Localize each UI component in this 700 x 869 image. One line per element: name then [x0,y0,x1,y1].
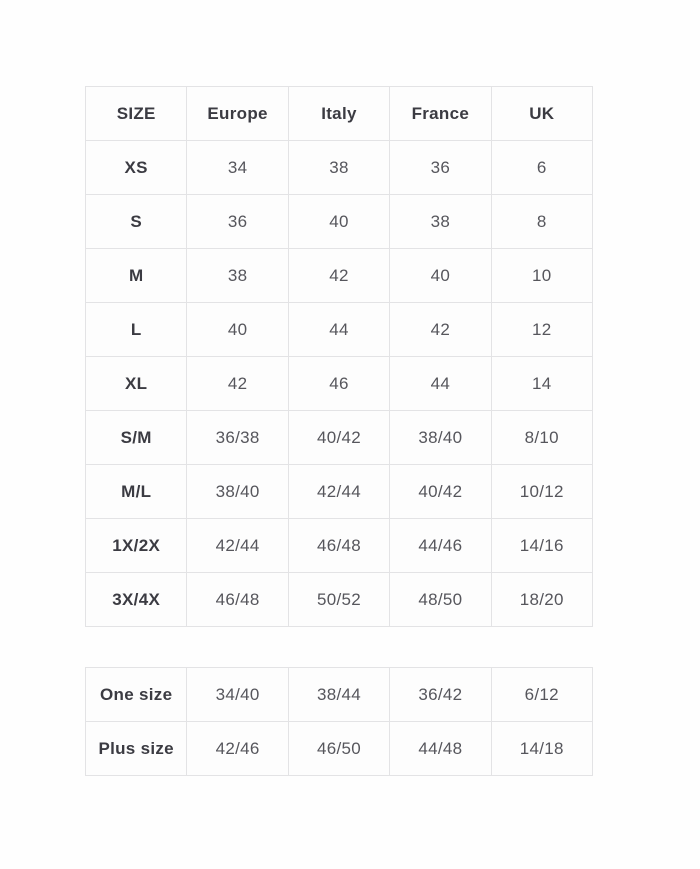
column-header: Europe [187,87,288,141]
size-value-cell: 6/12 [491,668,592,722]
size-value-cell: 38 [288,141,389,195]
row-label: Plus size [86,722,187,776]
row-label: S [86,195,187,249]
row-label: M [86,249,187,303]
size-value-cell: 34/40 [187,668,288,722]
size-value-cell: 42/44 [288,465,389,519]
size-value-cell: 36 [390,141,491,195]
size-value-cell: 10/12 [491,465,592,519]
size-value-cell: 38/40 [390,411,491,465]
row-label: One size [86,668,187,722]
table-row [86,573,593,627]
table-row [86,668,593,722]
table-row [86,141,593,195]
size-value-cell: 14 [491,357,592,411]
row-label: XL [86,357,187,411]
table-row [86,722,593,776]
row-label: 1X/2X [86,519,187,573]
size-value-cell: 10 [491,249,592,303]
column-header: SIZE [86,87,187,141]
size-value-cell: 36/38 [187,411,288,465]
size-value-cell: 46/48 [187,573,288,627]
table-row [86,303,593,357]
size-value-cell: 44 [390,357,491,411]
size-value-cell: 38/40 [187,465,288,519]
size-conversion-table [85,86,593,627]
size-value-cell: 42 [288,249,389,303]
table-row [86,357,593,411]
table-row [86,465,593,519]
size-value-cell: 46 [288,357,389,411]
size-value-cell: 42/46 [187,722,288,776]
size-value-cell: 46/48 [288,519,389,573]
row-label: 3X/4X [86,573,187,627]
size-value-cell: 40/42 [288,411,389,465]
column-header: Italy [288,87,389,141]
size-value-cell: 40/42 [390,465,491,519]
column-header: France [390,87,491,141]
size-value-cell: 38 [187,249,288,303]
size-value-cell: 34 [187,141,288,195]
header-row [86,87,593,141]
size-value-cell: 8 [491,195,592,249]
column-header: UK [491,87,592,141]
size-value-cell: 40 [390,249,491,303]
size-value-cell: 38 [390,195,491,249]
size-value-cell: 42 [187,357,288,411]
table-row [86,195,593,249]
size-value-cell: 8/10 [491,411,592,465]
size-value-cell: 44 [288,303,389,357]
size-value-cell: 6 [491,141,592,195]
table-row [86,411,593,465]
size-value-cell: 18/20 [491,573,592,627]
size-value-cell: 44/46 [390,519,491,573]
size-value-cell: 36/42 [390,668,491,722]
size-value-cell: 14/16 [491,519,592,573]
row-label: XS [86,141,187,195]
size-value-cell: 12 [491,303,592,357]
size-value-cell: 38/44 [288,668,389,722]
table-row [86,249,593,303]
row-label: S/M [86,411,187,465]
size-value-cell: 44/48 [390,722,491,776]
size-value-cell: 50/52 [288,573,389,627]
size-value-cell: 48/50 [390,573,491,627]
size-value-cell: 46/50 [288,722,389,776]
size-value-cell: 14/18 [491,722,592,776]
size-value-cell: 40 [288,195,389,249]
size-value-cell: 42/44 [187,519,288,573]
size-value-cell: 40 [187,303,288,357]
size-value-cell: 42 [390,303,491,357]
one-size-plus-size-table [85,667,593,776]
row-label: M/L [86,465,187,519]
table-row [86,519,593,573]
size-value-cell: 36 [187,195,288,249]
row-label: L [86,303,187,357]
